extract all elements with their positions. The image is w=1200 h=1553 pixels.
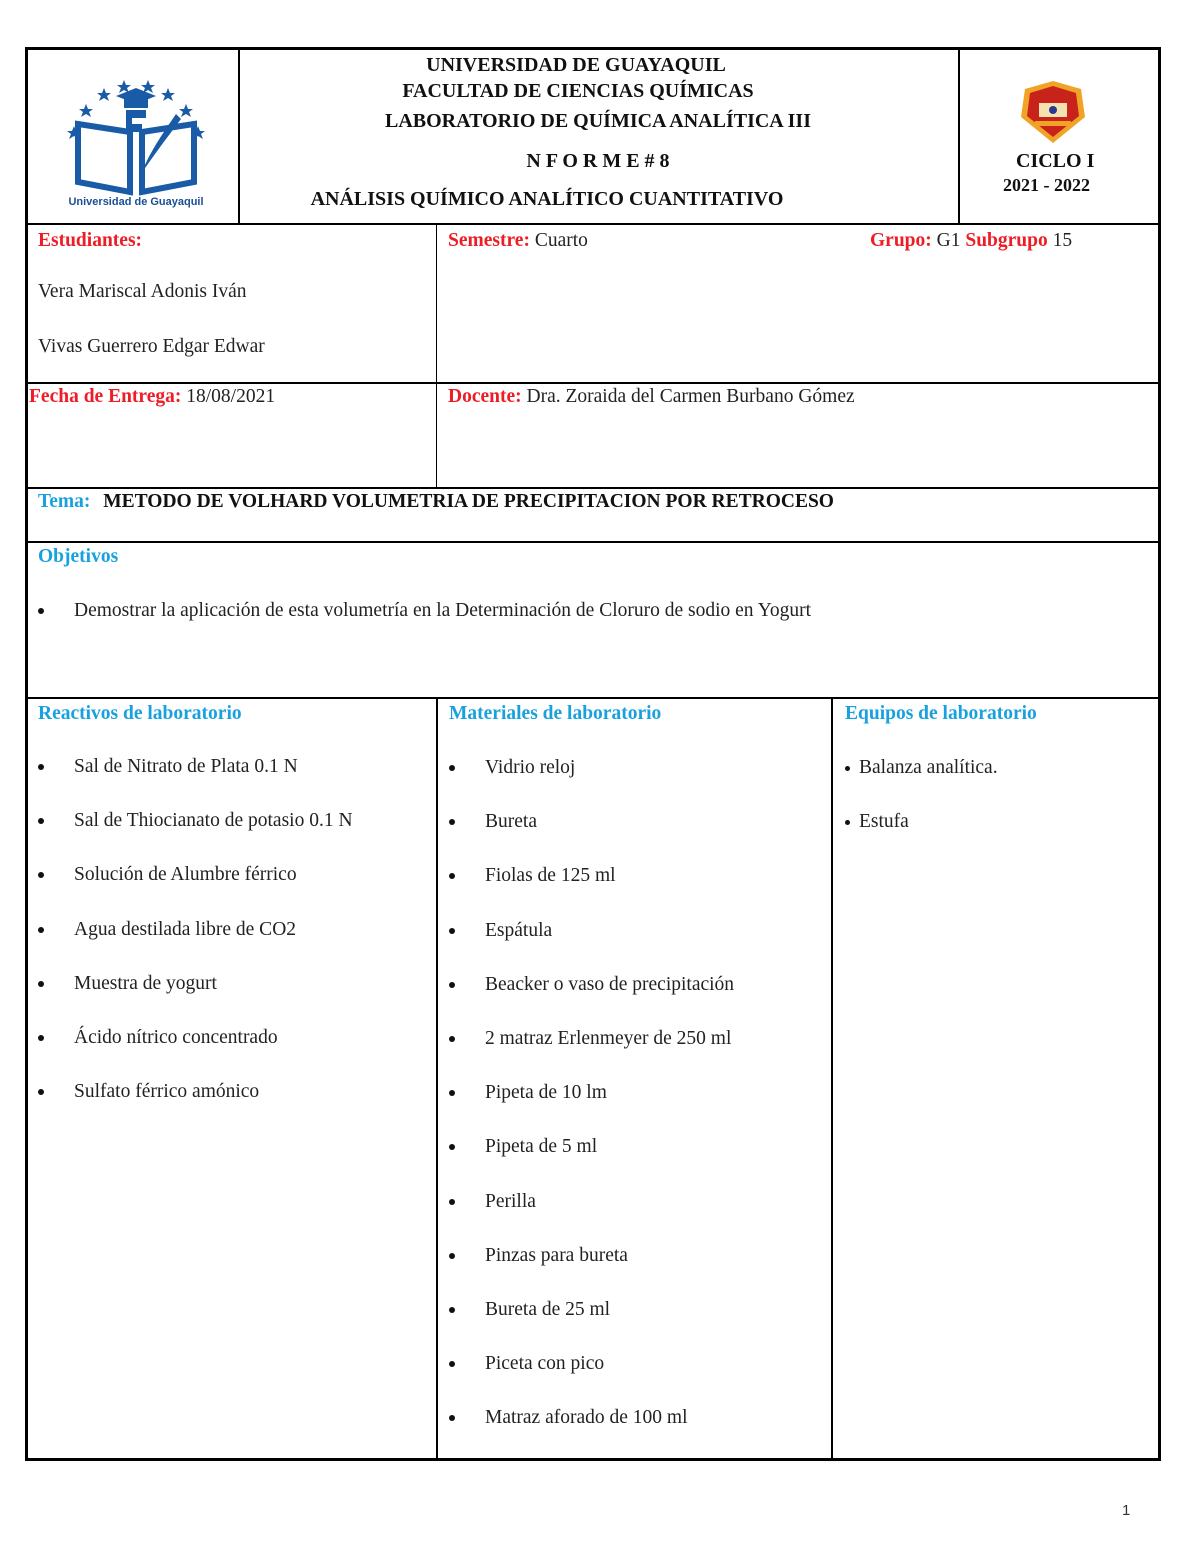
bullet-icon: [449, 1036, 455, 1042]
objetivos-list: [28, 599, 811, 653]
list-item: [28, 1026, 353, 1080]
reactivo-text: Muestra de yogurt: [74, 972, 217, 994]
material-text: Bureta: [485, 811, 537, 833]
semester-label: Semestre:: [448, 230, 530, 251]
reactivos-list: [28, 755, 353, 1134]
logo-caption: Universidad de Guayaquil: [68, 196, 204, 208]
equipos-list: [835, 756, 998, 864]
list-item: [439, 1352, 734, 1406]
bullet-icon: [38, 981, 44, 987]
reactivo-text: Ácido nítrico concentrado: [74, 1026, 278, 1048]
list-item: [439, 1406, 734, 1460]
bullet-icon: [449, 1253, 455, 1259]
bullet-icon: [449, 1144, 455, 1150]
students-label: Estudiantes:: [38, 230, 143, 251]
reactivo-text: Sulfato férrico amónico: [74, 1081, 260, 1103]
materiales-list: [439, 756, 734, 1460]
bullet-icon: [845, 820, 850, 825]
list-item: [439, 973, 734, 1027]
material-text: Pipeta de 5 ml: [485, 1136, 598, 1158]
teacher-label: Docente:: [448, 386, 522, 407]
list-item: [28, 755, 353, 809]
teacher-field: [448, 386, 855, 408]
row-divider-3: [25, 487, 1161, 489]
material-text: Pinzas para bureta: [485, 1244, 628, 1266]
bullet-icon: [38, 818, 44, 824]
info-col-divider: [436, 224, 437, 488]
bullet-icon: [449, 1415, 455, 1421]
reactivo-text: Agua destilada libre de CO2: [74, 918, 297, 940]
list-item: [28, 599, 811, 653]
bullet-icon: [449, 1199, 455, 1205]
student-name-1: Vera Mariscal Adonis Iván: [38, 281, 247, 302]
header-faculty: FACULTAD DE CIENCIAS QUÍMICAS: [402, 80, 754, 102]
bullet-icon: [38, 872, 44, 878]
objetivo-text: Demostrar la aplicación de esta volumetría en la Determinación de Cloruro de sodio en Yogurt: [74, 600, 811, 621]
list-item: [439, 810, 734, 864]
delivery-date-field: [29, 386, 275, 408]
bullet-icon: [38, 764, 44, 770]
material-text: Bureta de 25 ml: [485, 1298, 611, 1320]
group-field: [870, 230, 1072, 252]
materiales-label: Materiales de laboratorio: [449, 703, 662, 724]
reactivo-text: Sal de Thiocianato de potasio 0.1 N: [74, 810, 353, 832]
header-university: UNIVERSIDAD DE GUAYAQUIL: [426, 54, 726, 76]
list-item: [439, 919, 734, 973]
equipo-text: Balanza analítica.: [859, 757, 998, 778]
list-item: [439, 1190, 734, 1244]
bullet-icon: [845, 766, 850, 771]
material-text: Piceta con pico: [485, 1353, 605, 1375]
material-text: Fiolas de 125 ml: [485, 865, 616, 887]
row-divider-4: [25, 541, 1161, 543]
list-item: [439, 864, 734, 918]
bullet-icon: [38, 1035, 44, 1041]
tema-field: [38, 491, 834, 513]
material-text: Matraz aforado de 100 ml: [485, 1407, 688, 1429]
table-border-right: [1158, 47, 1161, 1461]
list-item: [28, 863, 353, 917]
delivery-date-value: 18/08/2021: [181, 386, 276, 407]
material-text: Beacker o vaso de precipitación: [485, 973, 735, 995]
list-item: [835, 810, 998, 864]
semester-field: [448, 230, 588, 252]
equipo-text: Estufa: [859, 811, 909, 832]
reactivos-label: Reactivos de laboratorio: [38, 703, 242, 724]
bullet-icon: [38, 1089, 44, 1095]
list-item: [835, 756, 998, 810]
material-text: Vidrio reloj: [485, 757, 576, 778]
bullet-icon: [449, 1090, 455, 1096]
material-text: Espátula: [485, 919, 553, 941]
teacher-value: Dra. Zoraida del Carmen Burbano Gómez: [521, 386, 855, 407]
tema-label: Tema:: [38, 491, 91, 512]
list-item: [439, 1081, 734, 1135]
header-laboratory: LABORATORIO DE QUÍMICA ANALÍTICA III: [384, 110, 811, 132]
bullet-icon: [449, 1361, 455, 1367]
list-item: [28, 972, 353, 1026]
semester-value: Cuarto: [529, 230, 588, 251]
faculty-emblem-icon: [1017, 81, 1089, 145]
header-divider-right: [958, 47, 960, 224]
delivery-date-label: Fecha de Entrega:: [29, 386, 182, 407]
lists-col-divider-2: [831, 698, 833, 1460]
row-divider-2: [25, 382, 1161, 384]
bullet-icon: [449, 819, 455, 825]
list-item: [439, 1244, 734, 1298]
reactivo-text: Solución de Alumbre férrico: [74, 864, 297, 886]
bullet-icon: [38, 927, 44, 933]
student-name-2: Vivas Guerrero Edgar Edwar: [38, 336, 265, 357]
bullet-icon: [449, 873, 455, 879]
list-item: [28, 809, 353, 863]
tema-value: METODO DE VOLHARD VOLUMETRIA DE PRECIPITACION POR RETROCESO: [103, 491, 834, 512]
list-item: [439, 1027, 734, 1081]
subgroup-value: 15: [1047, 230, 1073, 251]
equipos-label: Equipos de laboratorio: [845, 703, 1037, 724]
list-item: [28, 918, 353, 972]
row-divider-5: [25, 697, 1161, 699]
reactivo-text: Sal de Nitrato de Plata 0.1 N: [74, 756, 298, 777]
material-text: Perilla: [485, 1190, 536, 1212]
table-border-left: [25, 47, 28, 1461]
bullet-icon: [38, 608, 44, 614]
list-item: [439, 1135, 734, 1189]
page-number: 1: [1122, 1502, 1131, 1519]
table-border-top: [25, 47, 1161, 50]
header-report-title: ANÁLISIS QUÍMICO ANALÍTICO CUANTITATIVO: [310, 188, 784, 210]
header-report-number: N F O R M E # 8: [526, 150, 670, 172]
bullet-icon: [449, 982, 455, 988]
bullet-icon: [449, 1307, 455, 1313]
cycle-label: CICLO I: [1016, 150, 1095, 172]
list-item: [28, 1080, 353, 1134]
list-item: [439, 756, 734, 810]
bullet-icon: [449, 928, 455, 934]
material-text: 2 matraz Erlenmeyer de 250 ml: [485, 1027, 732, 1049]
list-item: [439, 1298, 734, 1352]
subgroup-label: Subgrupo: [965, 230, 1048, 251]
bullet-icon: [449, 765, 455, 771]
objetivos-label: Objetivos: [38, 546, 119, 567]
row-divider-1: [25, 223, 1161, 225]
group-value: G1: [931, 230, 966, 251]
material-text: Pipeta de 10 lm: [485, 1082, 607, 1104]
faculty-emblem: [1017, 81, 1089, 145]
lists-col-divider-1: [436, 698, 438, 1460]
academic-years: 2021 - 2022: [1003, 175, 1090, 195]
group-label: Grupo:: [870, 230, 932, 251]
